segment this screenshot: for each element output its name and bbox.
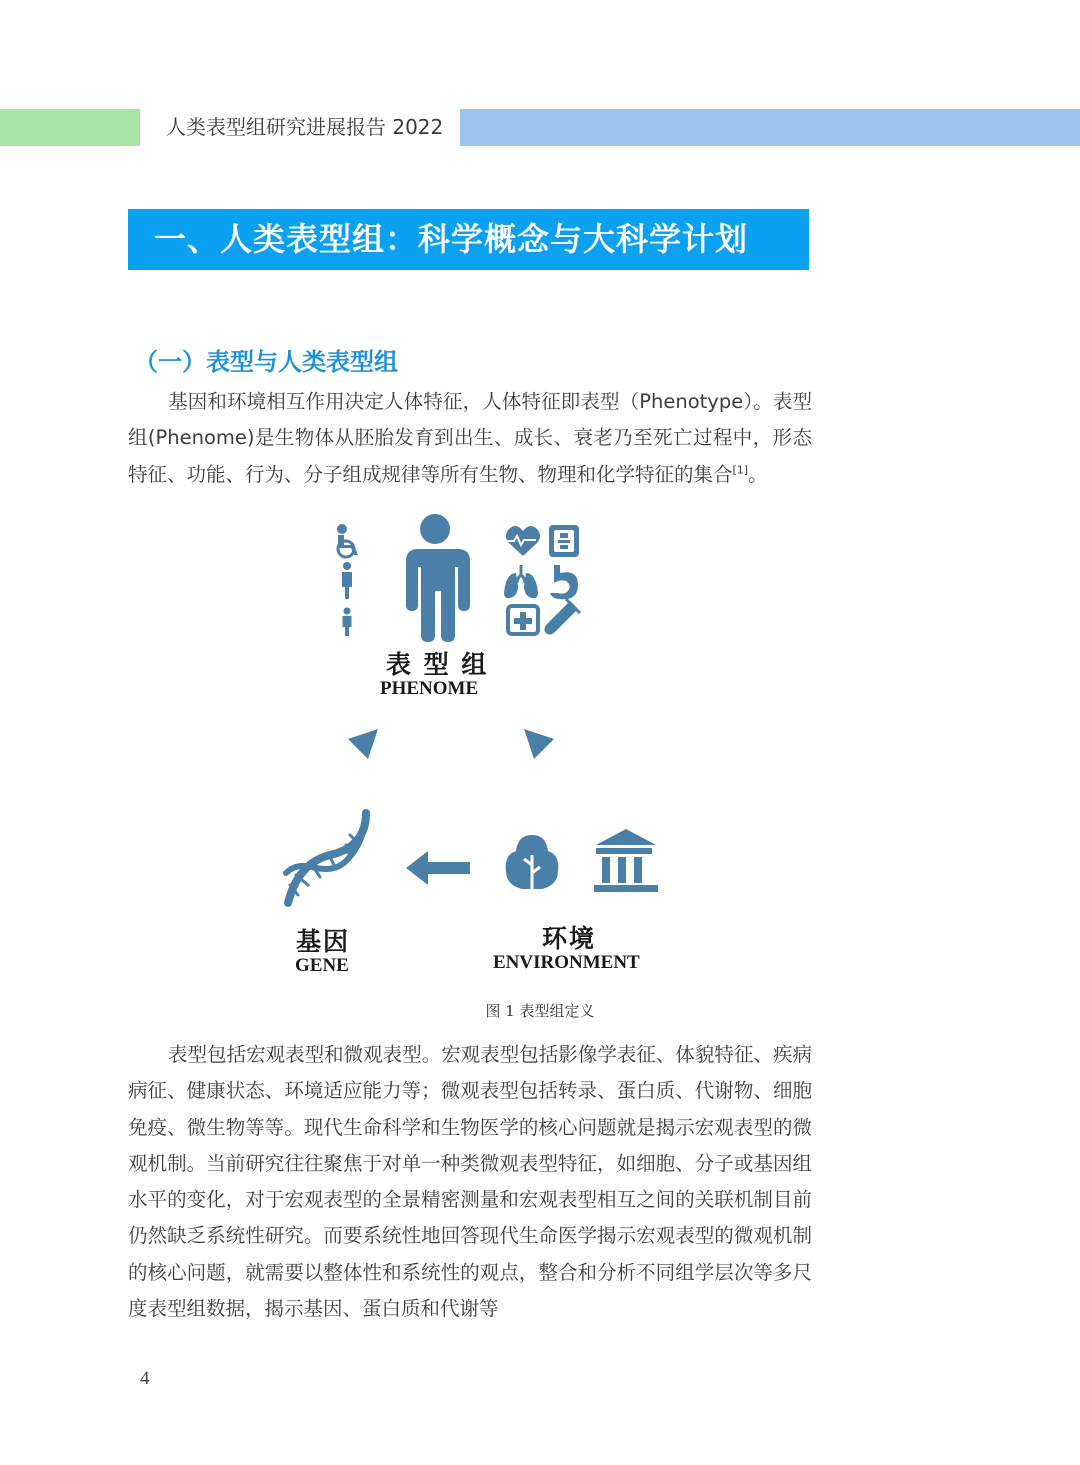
building-icon [594,829,658,892]
citation-1[interactable]: [1] [732,463,749,477]
dna-icon [286,813,366,903]
lungs-icon [504,565,538,598]
arrow-gene-to-phenome-icon [330,729,378,777]
heart-pulse-icon [506,526,540,556]
figure-caption: 图 1 表型组定义 [485,1002,595,1020]
paragraph-2 [128,1037,812,1327]
stomach-icon [550,565,578,599]
header-blue-band [460,109,1080,146]
phenome-definition-figure [270,505,690,985]
page-number: 4 [140,1368,150,1389]
child-icon [343,608,352,637]
gene-label-en: GENE [295,955,349,976]
medical-kit-icon [508,606,538,634]
paragraph-1-end: 。 [748,462,768,486]
arrow-environment-to-gene-icon [406,851,470,885]
section-title: 一、人类表型组：科学概念与大科学计划 [128,209,809,270]
phenome-label-cn: 表 型 组 [386,650,489,679]
arrow-environment-to-phenome-icon [524,729,572,777]
person-icon [406,514,470,642]
paragraph-2-text: 表型包括宏观表型和微观表型。宏观表型包括影像学表征、体貌特征、疾病病征、健康状态、环境适应能力等；微观表型包括转录、蛋白质、代谢物、细胞免疫、微生物等等。现代生命科学和生物医学的核心问题就是揭示宏观表型的微观机制。当前研究往往聚焦于对单一种类微观表型特征，如细胞、分子或基因组水平的变化，对于宏观表型的全景精密测量和宏观表型相互之间的关联机制目前仍然缺乏系统性研究。而要系统性地回答现代生命医学揭示宏观表型的微观机制的核心问题，就需要以整体性和系统性的观点，整合和分析不同组学层次等多尺度表型组数据，揭示基因、蛋白质和代谢等 [128,1043,812,1321]
tree-icon [506,835,559,889]
running-header-title: 人类表型组研究进展报告 2022 [166,115,444,139]
gene-label-cn: 基因 [296,927,351,956]
test-tube-icon [544,599,580,635]
paragraph-1-text: 基因和环境相互作用决定人体特征，人体特征即表型（Phenotype）。表型组(Phenome)是生物体从胚胎发育到出生、成长、衰老乃至死亡过程中，形态特征、功能、行为、分子组成规律等所有生物、物理和化学特征的集合 [128,390,812,486]
phenome-label-en: PHENOME [380,678,479,699]
paragraph-1 [128,384,812,493]
environment-label-en: ENVIRONMENT [493,952,640,973]
environment-label-cn: 环境 [542,924,597,953]
header-green-band [0,109,140,146]
subsection-title: （一）表型与人类表型组 [134,348,398,376]
body-scan-icon [549,525,579,557]
person-small-icon [342,562,352,599]
wheelchair-icon [337,524,358,557]
